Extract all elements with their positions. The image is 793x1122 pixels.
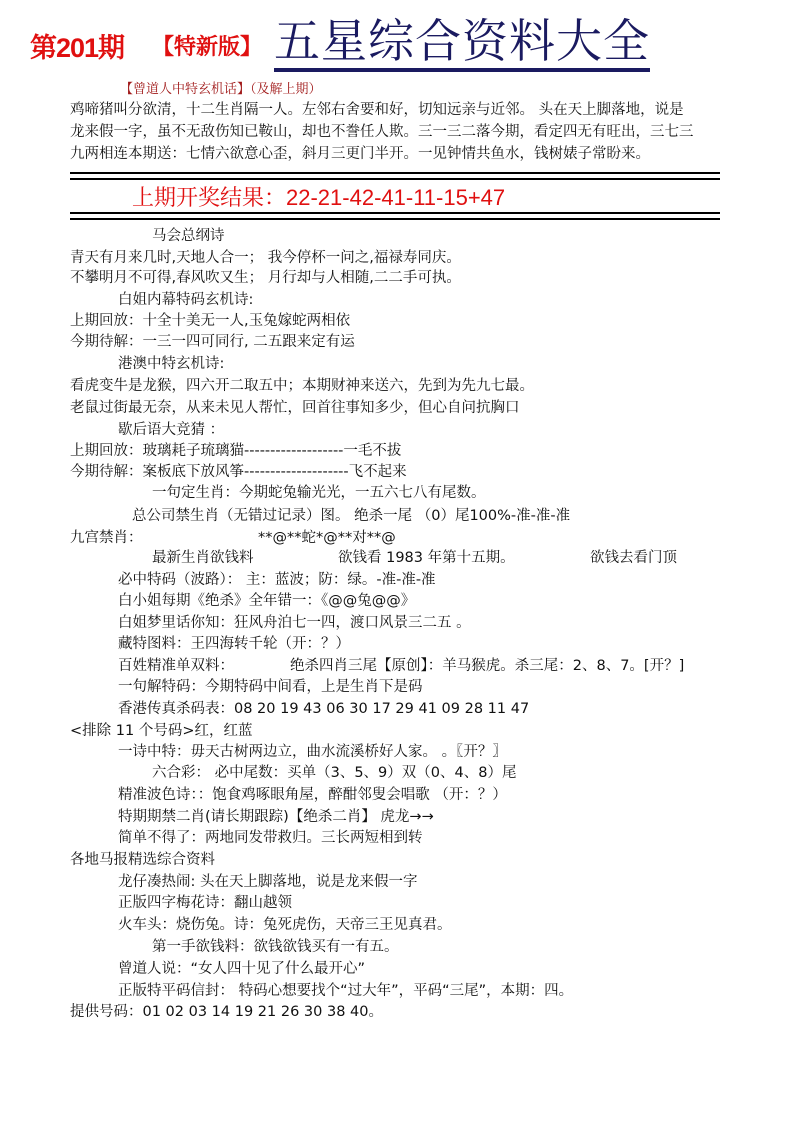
text-line: 上期回放：玻璃耗子琉璃猫-------------------一毛不拔	[70, 443, 402, 459]
text-line: 一句定生肖：今期蛇兔输光光，一五六七八有尾数。	[152, 485, 486, 501]
text-line: 火车头：烧伤兔。诗：兔死虎伤，天帝三王见真君。	[118, 917, 452, 933]
intro-line: 九两相连本期送：七情六欲意心歪，斜月三更门半开。一见钟情共鱼水，钱树婊子常盼来。	[70, 146, 650, 162]
text-line: 六合彩： 必中尾数：买单（3、5、9）双（0、4、8）尾	[152, 765, 517, 781]
section-heading: 各地马报精选综合资料	[70, 852, 215, 868]
subtitle: 【曾道人中特玄机话】（及解上期）	[120, 82, 322, 97]
text-line: 曾道人说：“女人四十见了什么最开心”	[118, 961, 366, 977]
text-line: 百姓精准单双料：	[118, 658, 234, 674]
issue-number: 第201期	[30, 33, 125, 63]
divider	[70, 172, 720, 180]
text-line: 上期回放：十全十美无一人,玉兔嫁蛇两相依	[70, 313, 351, 329]
page-title: 五星综合资料大全	[274, 14, 650, 72]
intro-line: 鸡啼猪叫分欲清，十二生肖隔一人。左邻右舍要和好，切知远亲与近邻。 头在天上脚落地，说是	[70, 102, 684, 118]
text-line: 特期期禁二肖(请长期跟踪)【绝杀二肖】 虎龙→→	[118, 809, 434, 825]
text-line: 老鼠过街最无奈，从来未见人帮忙，回首往事知多少，但心自问抗胸口	[70, 400, 520, 416]
text-line: 九宫禁肖：	[70, 530, 143, 546]
text-line: <排除 11 个号码>红，红蓝	[70, 723, 253, 739]
text-line: 不攀明月不可得,春风吹又生； 月行却与人相随,二二手可执。	[70, 270, 461, 286]
intro-line: 龙来假一字，虽不无敌伤知已鞍山，却也不誊任人欺。三一三二落今期，看定四无有旺出，三七三	[70, 124, 694, 140]
text-line: 白小姐每期《绝杀》全年错一：《@@兔@@》	[118, 593, 416, 609]
text-line: 精准波色诗：：饱食鸡啄眼角屋，醉酣邻叟会唱歌 （开：？）	[118, 787, 507, 803]
text-line: 青天有月来几时,天地人合一； 我今停杯一问之,福禄寿同庆。	[70, 250, 461, 266]
section-heading: 歇后语大竞猜 ：	[118, 422, 225, 438]
text-line: 今期待解：案板底下放风筝--------------------飞不起来	[70, 464, 407, 480]
text-line: 龙仔凑热闹: 头在天上脚落地，说是龙来假一字	[118, 874, 418, 890]
text-line: 看虎变牛是龙猴，四六开二取五中；本期财神来送六，先到为先九七最。	[70, 378, 534, 394]
text-line: 必中特码（波路）： 主：蓝波；防：绿。-准-准-准	[118, 572, 436, 588]
text-line: 绝杀四肖三尾【原创】：羊马猴虎。杀三尾：2、8、7。[开？]	[290, 658, 685, 674]
section-heading: 港澳中特玄机诗:	[118, 356, 225, 372]
text-line: 香港传真杀码表：08 20 19 43 06 30 17 29 41 09 28 11 47	[118, 701, 530, 717]
section-heading: 白姐内幕特码玄机诗:	[118, 292, 254, 308]
last-result: 上期开奖结果：22-21-42-41-11-15+47	[132, 185, 506, 210]
text-line: 一诗中特：毋天古树两边立，曲水流溪桥好人家。 。〖开？〗	[118, 744, 507, 760]
section-heading: 马会总纲诗	[152, 228, 225, 244]
text-line: 一句解特码：今期特码中间看，上是生肖下是码	[118, 679, 423, 695]
text-line: 藏特图料：王四海转千轮（开：？）	[118, 636, 350, 652]
text-line: 欲钱看 1983 年第十五期。	[338, 550, 515, 566]
text-line: 今期待解：一三一四可同行, 二五跟来定有运	[70, 334, 355, 350]
edition-label: 【特新版】	[152, 35, 263, 60]
divider	[70, 212, 720, 220]
text-line: 正版四字梅花诗：翻山越领	[118, 895, 292, 911]
text-line: 第一手欲钱料：欲钱欲钱买有一有五。	[152, 939, 399, 955]
text-line: 提供号码：01 02 03 14 19 21 26 30 38 40。	[70, 1004, 383, 1020]
text-line: 总公司禁生肖（无错过记录）图。 绝杀一尾 （0）尾100%-准-准-准	[132, 508, 571, 524]
text-line: 正版特平码信封： 特码心想要找个“过大年”，平码“三尾”，本期：四。	[118, 983, 574, 999]
text-line: 简单不得了：两地同发带救归。三长两短相到转	[118, 830, 423, 846]
text-line: **@**蛇*@**对**@	[258, 530, 396, 546]
text-line: 白姐梦里话你知：狂风舟泊七一四，渡口风景三二五 。	[118, 615, 471, 631]
text-line: 欲钱去看门顶	[590, 550, 677, 566]
text-line: 最新生肖欲钱料	[152, 550, 254, 566]
